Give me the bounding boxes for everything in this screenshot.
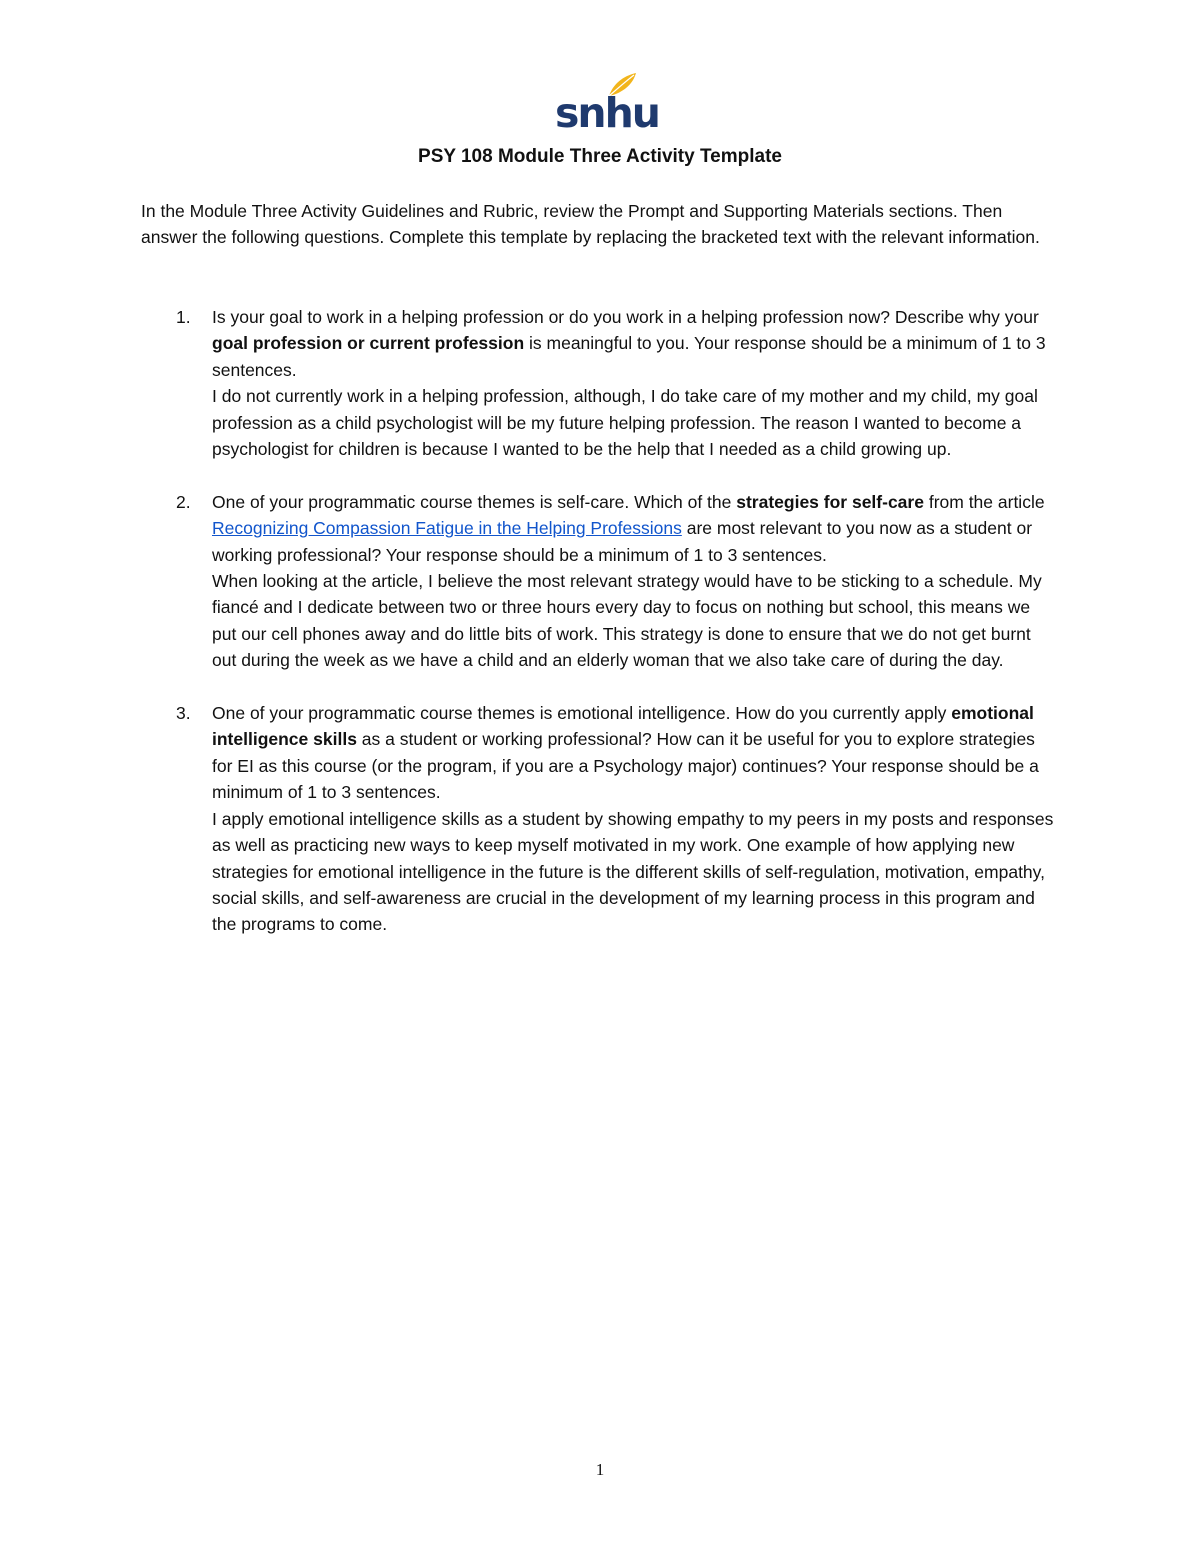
prompt-bold-text: strategies for self-care xyxy=(736,491,924,512)
document-title: PSY 108 Module Three Activity Template xyxy=(418,146,782,167)
intro-paragraph: In the Module Three Activity Guidelines and Rubric, review the Prompt and Supporting Materials sections. Then answer the following questions. Complete this template by replacing the bracketed text with the relevant information. xyxy=(141,201,1040,248)
prompt-text: are most relevant to you now as a student or working professional? Your response should be a minimum of 1 to 3 sentences. xyxy=(212,518,1033,565)
question-number: 2. xyxy=(176,491,191,512)
question-number: 3. xyxy=(176,703,191,724)
article-link[interactable]: Recognizing Compassion Fatigue in the Helping Professions xyxy=(212,518,682,539)
prompt-text: as a student or working professional? How can it be useful for you to explore strategies for EI as this course (or the program, if you are a Psychology major) continues? Your response should be a minimum of 1 to 3 sentences. xyxy=(212,729,1039,803)
prompt-text: Is your goal to work in a helping profession or do you work in a helping profession now? Describe why your xyxy=(212,307,1039,327)
prompt-bold-text: goal profession or current profession xyxy=(212,333,525,354)
question-item-3 xyxy=(141,700,1059,938)
snhu-logo xyxy=(555,72,659,137)
page-number: 1 xyxy=(595,1460,605,1479)
question-prompt xyxy=(212,304,1059,383)
question-prompt xyxy=(212,489,1059,568)
prompt-text: One of your programmatic course themes is emotional intelligence. How do you currently apply xyxy=(212,703,952,724)
question-answer: I apply emotional intelligence skills as a student by showing empathy to my peers in my posts and responses as well as practicing new ways to keep myself motivated in my work. One example of how applying new strategies for emotional intelligence in the future is the different skills of self-regulation, motivation, empathy, social skills, and self-awareness are crucial in the development of my learning process in this program and the programs to come. xyxy=(212,808,1054,935)
question-list xyxy=(141,304,1059,964)
question-answer: I do not currently work in a helping profession, although, I do take care of my mother and my child, my goal profession as a child psychologist will be my future helping profession. The reason I wanted to become a psychologist for children is because I wanted to be the help that I needed as a child growing up. xyxy=(212,386,1038,460)
logo-wordmark: snhu xyxy=(555,89,659,137)
question-item-1 xyxy=(141,304,1059,462)
prompt-text: One of your programmatic course themes is self-care. Which of the xyxy=(212,491,737,512)
question-item-2 xyxy=(141,489,1059,674)
prompt-text: from the article xyxy=(923,491,1045,512)
question-prompt xyxy=(212,700,1059,806)
question-answer: When looking at the article, I believe the most relevant strategy would have to be sticking to a schedule. My fiancé and I dedicate between two or three hours every day to focus on nothing but school, this means we put our cell phones away and do little bits of work. This strategy is done to ensure that we do not get burnt out during the week as we have a child and an elderly woman that we also take care of during the day. xyxy=(212,571,1042,671)
prompt-bold-text: emotional intelligence skills xyxy=(212,703,1034,750)
question-number: 1. xyxy=(176,307,191,327)
prompt-text: is meaningful to you. Your response should be a minimum of 1 to 3 sentences. xyxy=(212,333,1046,380)
